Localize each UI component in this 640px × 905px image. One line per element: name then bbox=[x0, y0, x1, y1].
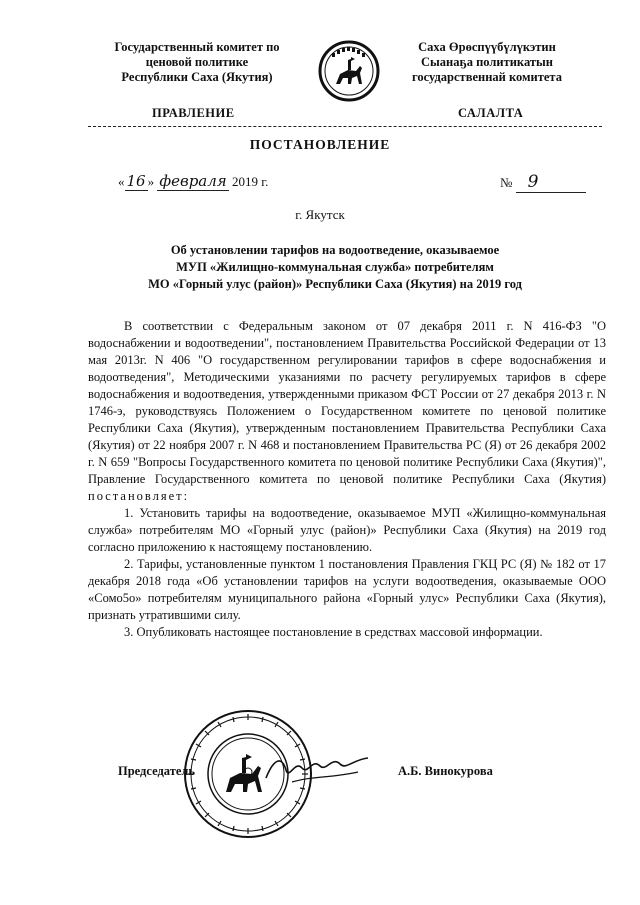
clause-2: 2. Тарифы, установленные пунктом 1 постановления Правления ГКЦ РС (Я) № 182 от 17 декабря 2018 года «Об установлении тарифов на услуги водоотведения, оказываемые ООО «Сомо5о» потребителям муниципального района «Горный улус» Республики Саха (Якутия), признать утратившими силу. bbox=[88, 557, 606, 622]
header-left-organization: Государственный комитет по ценовой политике Республики Саха (Якутия) bbox=[114, 40, 280, 84]
document-subject: Об установлении тарифов на водоотведение, оказываемое МУП «Жилищно-коммунальная служба» потребителям МО «Горный улус (район)» Республики Саха (Якутия) на 2019 год bbox=[148, 243, 522, 291]
document-number bbox=[500, 172, 586, 193]
document-type-title: ПОСТАНОВЛЕНИЕ bbox=[249, 137, 391, 152]
number-label: № bbox=[500, 175, 513, 190]
resolves-text: постановляет: bbox=[88, 489, 190, 503]
document-date: « 16 » февраля 2019 г. bbox=[118, 172, 269, 190]
board-label-sah: САЛАЛТА bbox=[458, 106, 524, 120]
date-year: 2019 г. bbox=[231, 174, 269, 189]
date-month: февраля bbox=[159, 172, 227, 190]
header-divider bbox=[88, 126, 602, 127]
number-value: 9 bbox=[516, 172, 586, 193]
signatory-name: А.Б. Винокурова bbox=[398, 764, 493, 778]
signatory-position: Председатель bbox=[118, 764, 196, 778]
header-right-organization: Саха Өрөспүүбүлүкэтин Сыанаҕа политикатын государственнай комитета bbox=[412, 40, 562, 84]
document-body bbox=[88, 318, 606, 641]
board-label-ru: ПРАВЛЕНИЕ bbox=[152, 106, 235, 120]
document-city: г. Якутск bbox=[295, 207, 345, 222]
clause-1: 1. Установить тарифы на водоотведение, оказываемое МУП «Жилищно-коммунальная служба» потребителям МО «Горный улус (район)» Республики Саха (Якутия) на 2019 год согласно приложению к настоящему постановлению. bbox=[88, 506, 606, 554]
preamble-paragraph bbox=[88, 318, 606, 505]
clause-3: 3. Опубликовать настоящее постановление в средствах массовой информации. bbox=[124, 625, 543, 639]
coat-of-arms-icon bbox=[318, 40, 380, 102]
preamble-text: В соответствии с Федеральным законом от 07 декабря 2011 г. N 416-ФЗ "О водоснабжении и водоотведении", постановлением Правительства Российской Федерации от 13 мая 2013г. N 406 "О государственном регулировании тарифов в сфере водоснабжения и водоотведения", Методическими указаниями по расчету регулируемых тарифов в сфере водоснабжения и водоотведения, утвержденными приказом ФСТ России от 27 декабря 2013 г. N 1746-э, руководствуясь Положением о Государственном комитете по ценовой политике Республики Саха (Якутия), утвержденным постановлением Правительства Республики Саха (Якутия) от 22 ноября 2007 г. N 468 и постановлением Правительства РС (Я) от 26 декабря 2002 г. N 659 "Вопросы Государственного комитета по ценовой политике Республики Саха (Якутия)", Правление Государственного комитета по ценовой политике Республики Саха (Якутия) bbox=[88, 319, 606, 486]
handwritten-signature bbox=[262, 748, 372, 788]
date-day: 16 bbox=[126, 172, 146, 190]
